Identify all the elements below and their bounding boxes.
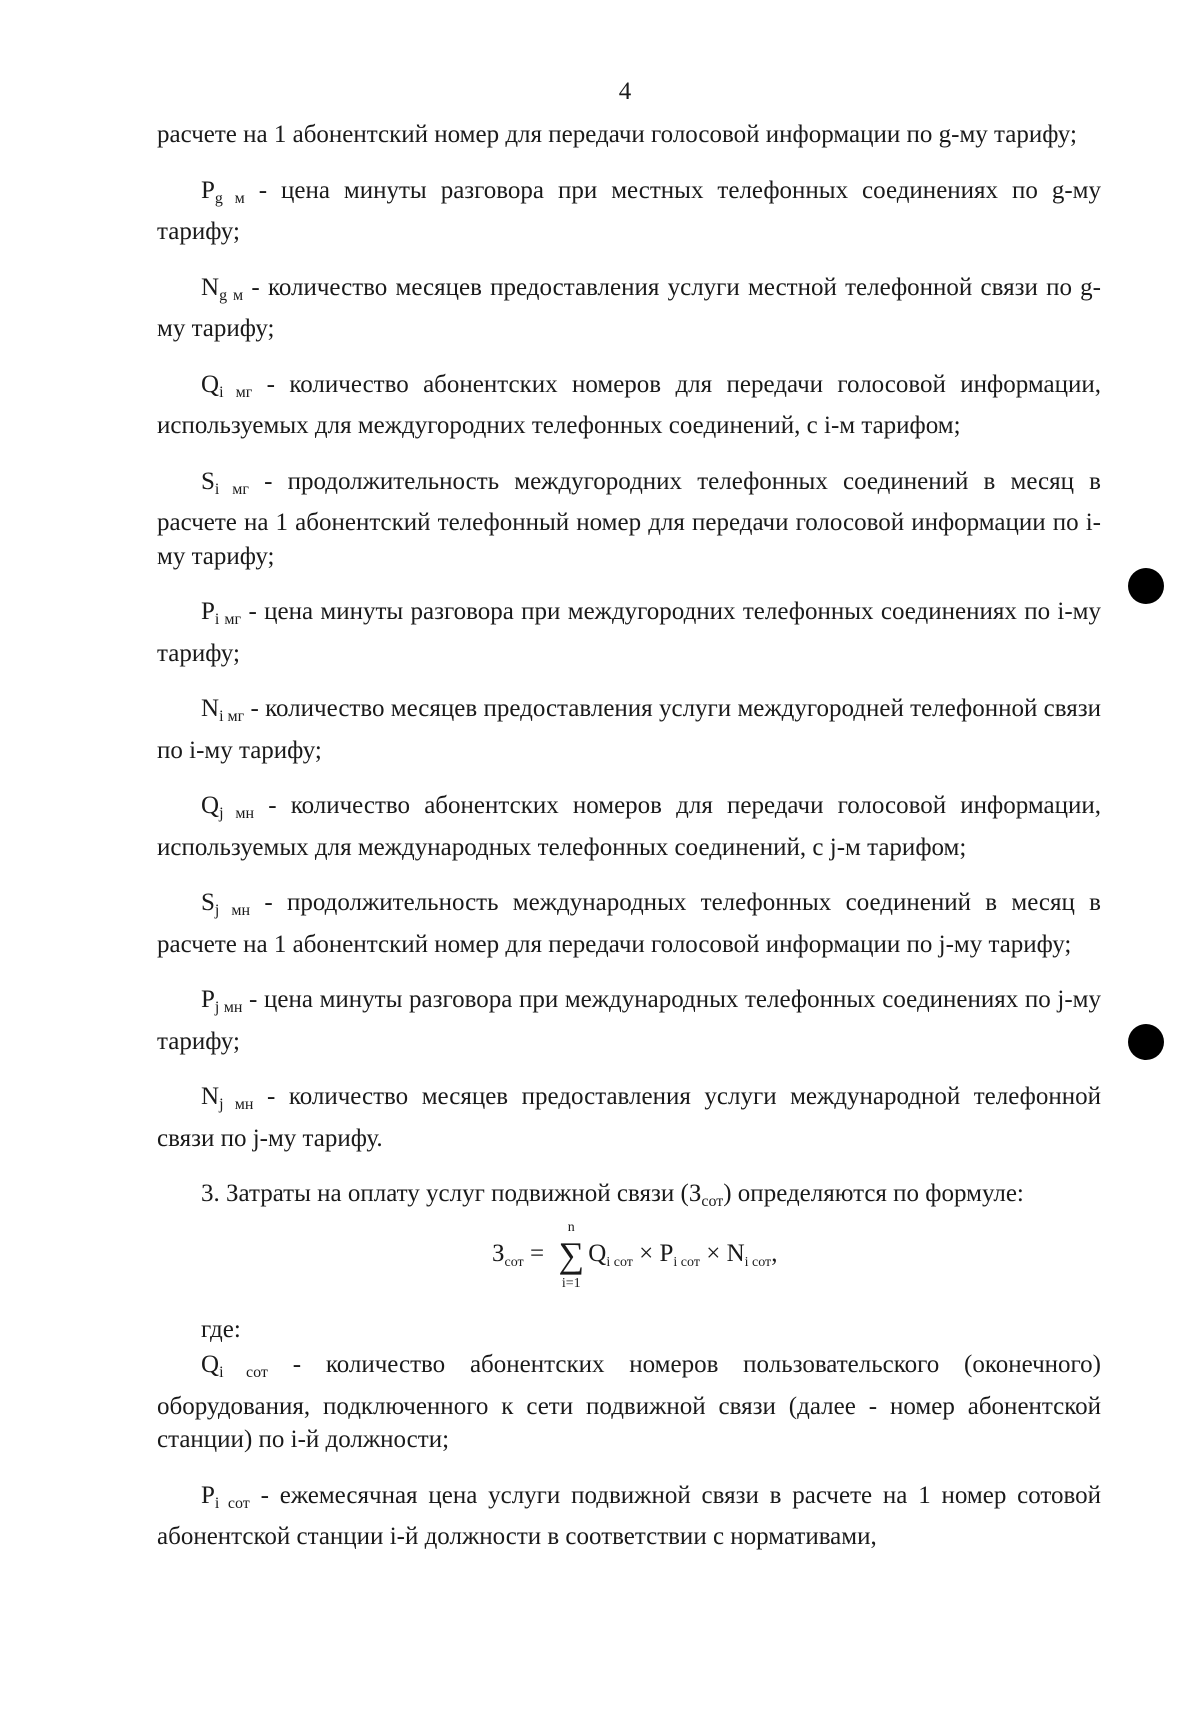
page-number: 4 [618, 78, 632, 105]
definition-paragraph: $N_{j мн}$ - количество месяцев предоставления услуги международной телефонной связи по j-му тарифу. [157, 1083, 1101, 1152]
definition-paragraph: $Q_{j мн}$ - количество абонентских номеров для передачи голосовой информации, используемых для международных телефонных соединений, с j-м тарифом; [157, 792, 1101, 861]
definition-paragraph: $P_{j мн}$ - цена минуты разговора при международных телефонных соединениях по j-му тарифу; [157, 986, 1101, 1055]
paragraph: расчете на 1 абонентский номер для передачи голосовой информации по g-му тарифу; [157, 121, 1077, 148]
definition-paragraph: $Q_{i мг}$ - количество абонентских номеров для передачи голосовой информации, используемых для междугородних телефонных соединений, с i-м тарифом; [157, 370, 1101, 439]
definition-paragraph: $S_{j мн}$ - продолжительность международных телефонных соединений в месяц в расчете на 1 абонентский номер для передачи голосовой информации по j-му тарифу; [157, 889, 1101, 958]
definition-paragraph: $P_{i мг}$ - цена минуты разговора при междугородних телефонных соединениях по i-му тарифу; [157, 598, 1101, 667]
cost-formula: $З_{сот}$ = n ∑ i=1 $Q_{i сот} \times P_{i сот} \times N_{i сот}$, [492, 1219, 778, 1291]
where-label: где: [201, 1315, 241, 1343]
sum-lower-limit: i=1 [561, 1275, 581, 1291]
formula-equals: = [529, 1239, 545, 1267]
definition-paragraph: $N_{i мг}$ - количество месяцев предоставления услуги междугородней телефонной связи по i-му тарифу; [157, 695, 1101, 764]
summation-symbol [556, 1219, 586, 1291]
definition-paragraph: $P_{i сот}$ - ежемесячная цена услуги подвижной связи в расчете на 1 номер сотовой абонентской станции i-й должности в соответствии с нормативами, [157, 1481, 1102, 1550]
formula-lhs: З [492, 1239, 505, 1267]
punch-hole-mark [1128, 1024, 1164, 1060]
sigma-icon: ∑ [558, 1234, 585, 1275]
punch-hole-mark [1128, 568, 1164, 604]
document-body [157, 118, 1101, 1576]
definition-paragraph: $S_{i мг}$ - продолжительность междугородних телефонных соединений в месяц в расчете на 1 абонентский телефонный номер для передачи голосовой информации по i-му тарифу; [157, 467, 1101, 570]
definition-paragraph: $N_{g м}$ - количество месяцев предоставления услуги местной телефонной связи по g-му тарифу; [157, 273, 1102, 342]
definition-paragraph: $P_{g м}$ - цена минуты разговора при местных телефонных соединениях по g-му тарифу; [157, 176, 1102, 245]
definition-paragraph: $Q_{i сот}$ - количество абонентских номеров пользовательского (оконечного) оборудования, подключенного к сети подвижной связи (далее - номер абонентской станции) по i-й должности; [157, 1351, 1102, 1453]
section-3-paragraph: 3. Затраты на оплату услуг подвижной связи $(З_{сот})$ определяются по формуле: [201, 1180, 1024, 1210]
sum-upper-limit: n [567, 1219, 575, 1235]
